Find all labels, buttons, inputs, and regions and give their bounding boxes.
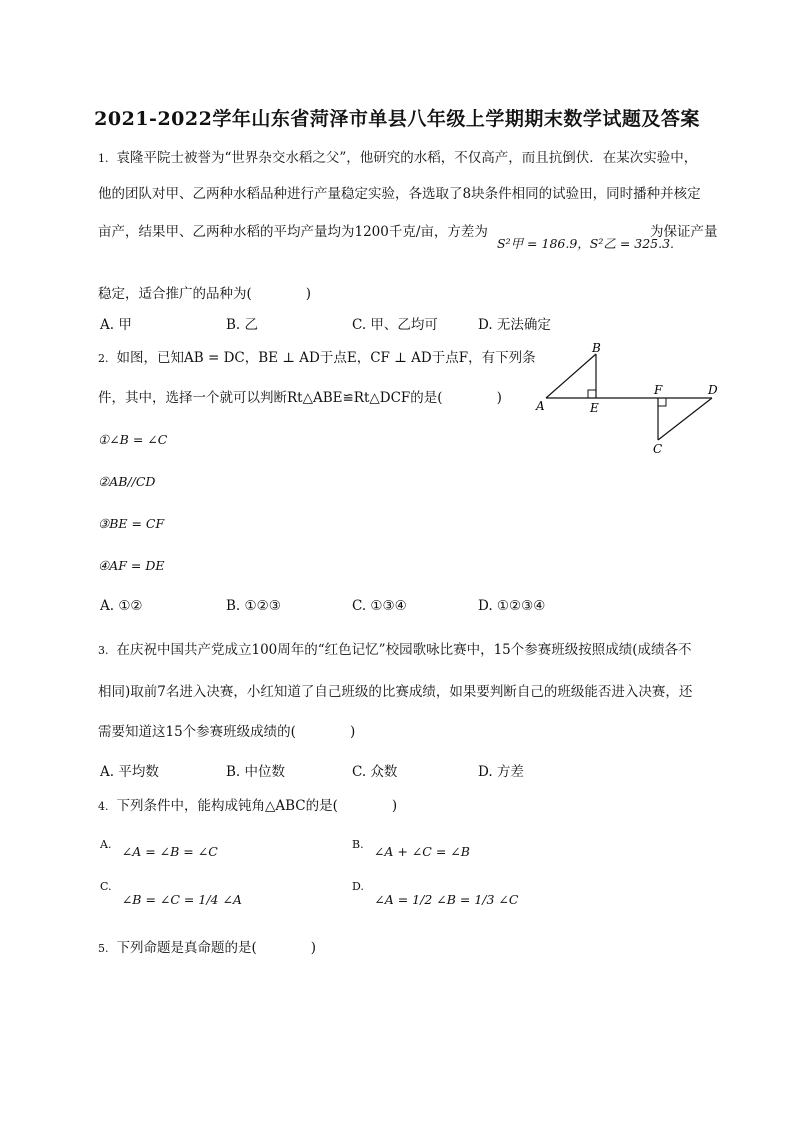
q1-option-c: C. 甲、乙均可	[352, 317, 438, 333]
q3-option-a: A. 平均数	[100, 764, 159, 780]
q2-option-b: B. ①②③	[226, 598, 281, 614]
q1-text-1: 袁隆平院士被誉为“世界杂交水稻之父”，他研究的水稻，不仅高产，而且抗倒伏．在某次实验中，	[116, 150, 698, 166]
q2-option-c: C. ①③④	[352, 598, 407, 614]
q4-number: 4.	[98, 800, 109, 813]
q1-text-3b: 为保证产量	[650, 224, 718, 240]
q4-option-d-label: D.	[352, 880, 364, 893]
q1-line-4: 稳定，适合推广的品种为( )	[98, 286, 312, 302]
q3-line-2: 相同)取前7名进入决赛，小红知道了自己班级的比赛成绩，如果要判断自己的班级能否进入决赛，还	[98, 684, 693, 700]
q2-figure	[532, 340, 728, 460]
q1-number: 1.	[98, 152, 109, 165]
q4-option-d	[352, 878, 519, 907]
label-f: F	[654, 383, 663, 397]
q3-option-d: D. 方差	[478, 764, 524, 780]
q4-option-c-text: ∠B = ∠C = 1/4 ∠A	[121, 892, 242, 907]
q1-option-a: A. 甲	[100, 317, 132, 333]
q2-condition-4	[98, 558, 164, 574]
q1-variance	[497, 234, 674, 252]
q4-option-b	[352, 836, 470, 859]
q3-option-c: C. 众数	[352, 764, 398, 780]
q5-number: 5.	[98, 942, 109, 955]
q4-option-b-label: B.	[352, 838, 364, 851]
q2-option-a: A. ①②	[100, 598, 143, 614]
q2-condition-1-text: ①∠B = ∠C	[98, 432, 168, 447]
q2-condition-3	[98, 516, 164, 532]
q4-option-a	[100, 836, 218, 859]
label-b: B	[592, 341, 601, 355]
label-d: D	[708, 383, 718, 397]
q2-text-1: 如图，已知AB = DC，BE ⊥ AD于点E，CF ⊥ AD于点F，有下列条	[116, 350, 536, 366]
q2-line-1	[98, 346, 536, 366]
q4-option-d-text: ∠A = 1/2 ∠B = 1/3 ∠C	[374, 892, 519, 907]
page-title: 2021-2022学年山东省菏泽市单县八年级上学期期末数学试题及答案	[94, 108, 700, 130]
right-angle-e	[588, 390, 596, 398]
label-e: E	[590, 401, 599, 415]
q1-option-d: D. 无法确定	[478, 317, 551, 333]
q2-condition-2-text: ②AB//CD	[98, 474, 156, 489]
q2-condition-1	[98, 432, 167, 448]
q4-text-1: 下列条件中，能构成钝角△ABC的是( )	[116, 798, 398, 814]
q4-option-c-label: C.	[100, 880, 112, 893]
q3-line-1	[98, 638, 692, 658]
q3-text-1: 在庆祝中国共产党成立100周年的“红色记忆”校园歌咏比赛中，15个参赛班级按照成绩(成绩各不	[116, 642, 692, 658]
q3-number: 3.	[98, 644, 109, 657]
q4-option-b-text: ∠A + ∠C = ∠B	[373, 844, 470, 859]
q1-text-3a: 亩产，结果甲、乙两种水稻的平均产量均为1200千克/亩，方差为	[98, 224, 488, 240]
q4-option-a-text: ∠A = ∠B = ∠C	[121, 844, 218, 859]
q2-condition-4-text: ④AF = DE	[98, 558, 165, 573]
q4-option-a-label: A.	[100, 838, 112, 851]
q3-option-b: B. 中位数	[226, 764, 286, 780]
right-angle-f	[658, 398, 666, 406]
q5-line-1	[98, 936, 316, 956]
q1-line-1	[98, 146, 697, 166]
q1-line-2: 他的团队对甲、乙两种水稻品种进行产量稳定实验，各选取了8块条件相同的试验田，同时播种并核定	[98, 186, 701, 202]
label-c: C	[653, 442, 663, 456]
q1-line-3	[98, 220, 488, 240]
q1-variance-formula: S²甲 = 186.9，S²乙 = 325.3.	[497, 236, 675, 251]
q2-option-d: D. ①②③④	[478, 598, 546, 614]
q2-number: 2.	[98, 352, 109, 365]
q2-condition-3-text: ③BE = CF	[98, 516, 165, 531]
q2-condition-2	[98, 474, 155, 490]
q5-text-1: 下列命题是真命题的是( )	[116, 940, 317, 956]
label-a: A	[536, 399, 545, 413]
q4-line-1	[98, 794, 397, 814]
q4-option-c	[100, 878, 242, 907]
q2-line-2: 件，其中，选择一个就可以判断Rt△ABE≌Rt△DCF的是( )	[98, 390, 502, 406]
q1-option-b: B. 乙	[226, 317, 259, 333]
q3-line-3: 需要知道这15个参赛班级成绩的( )	[98, 724, 356, 740]
